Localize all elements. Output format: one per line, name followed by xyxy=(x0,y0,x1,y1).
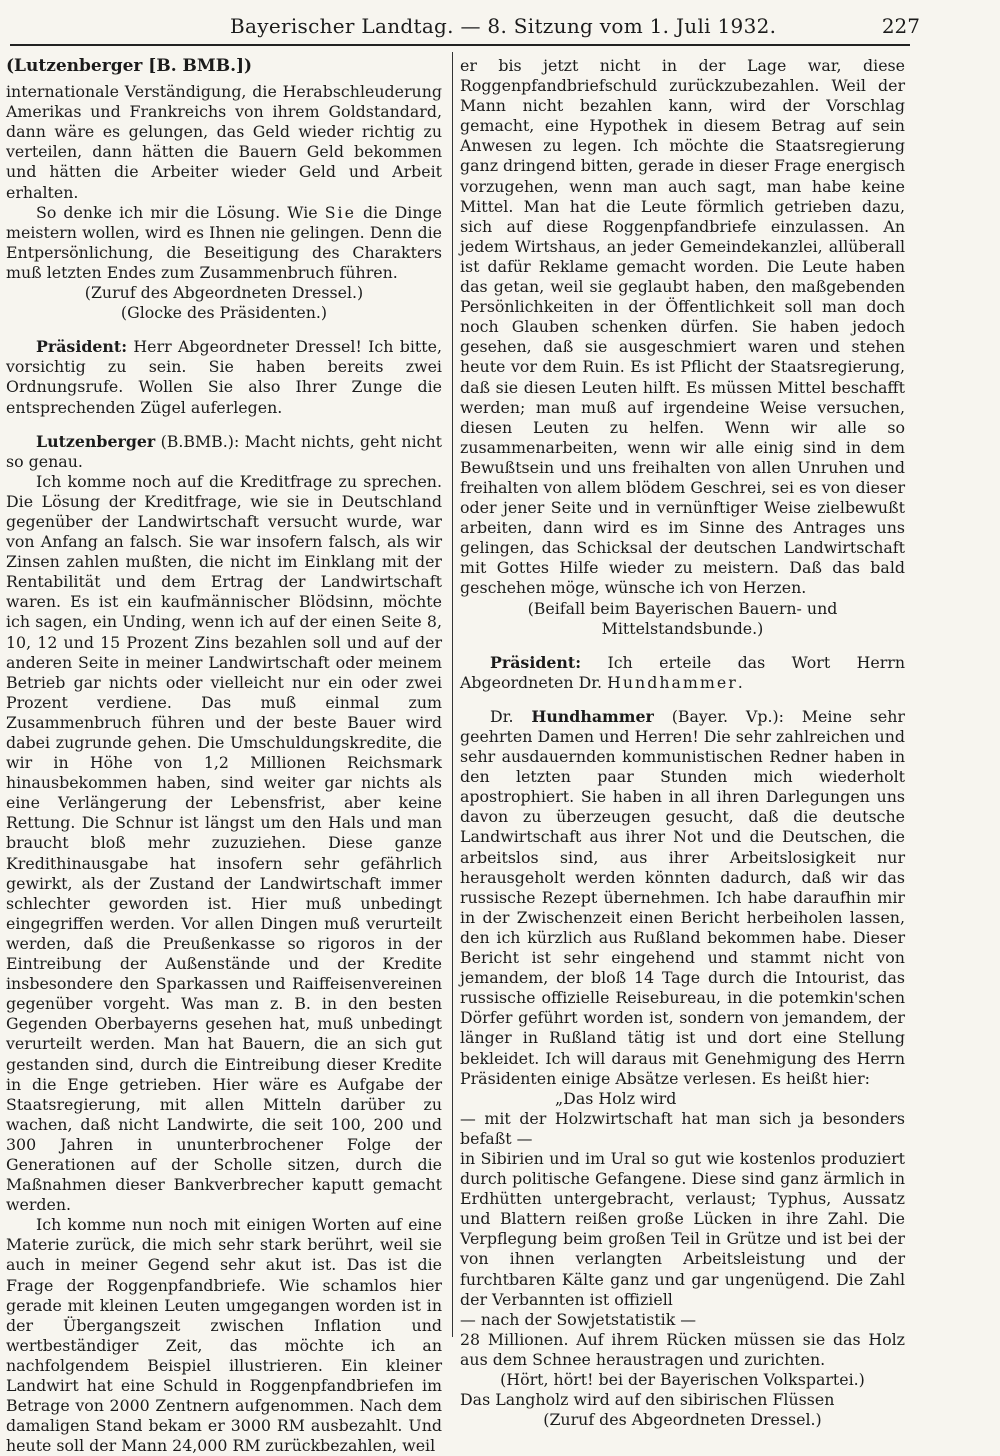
text-run: (B.BMB.): Macht nichts, geht nicht so genau. xyxy=(6,431,442,471)
interjection: (Zuruf des Abgeordneten Dressel.) xyxy=(84,283,364,303)
quote-text: Das Langholz wird auf den sibirischen Flüssen xyxy=(460,1390,835,1410)
text-run: die Dinge meistern wollen, wird es Ihnen nie gelingen. Denn die Entpersönlichung, die Beseitigung des Charakters muß letzten Endes zum Zusammenbruch führen. xyxy=(6,202,442,282)
interjection: (Glocke des Präsidenten.) xyxy=(120,303,328,323)
text-run: So denke ich mir die Lösung. Wie xyxy=(36,202,325,222)
paragraph: er bis jetzt nicht in der Lage war, diese Roggenpfandbriefschuld zurückzubezahlen. Weil der Mann nicht bezahlen kann, wird der Vorschlag gemacht, eine Hypothek in diesem Betrag auf sein Anwesen zu legen. Ich möchte die Staatsregierung ganz dringend bitten, gerade in dieser Frage energisch vorzugehen, wenn man auch sagt, man habe keine Mittel. Man hat die Leute förmlich getrieben dazu, sich auf diese Roggenpfandbriefe einzulassen. An jedem Wirtshaus, an jeder Gemeindekanzlei, allüberall ist dafür Reklame gemacht worden. Die Leute haben das getan, weil sie geglaubt haben, den maßgebenden Persönlichkeiten in der Öffentlichkeit soll man doch noch Glauben schenken dürfen. Sie haben jedoch gesehen, daß sie ausgeschmiert waren und stehen heute vor dem Ruin. Es ist Pflicht der Staatsregierung, daß sie diesen Leuten hilft. Es müssen Mittel beschafft werden; man muß auf irgendeine Weise versuchen, diesen Leuten zu helfen. Wenn wir alle so zusammenarbeiten, wenn wir alle einig sind in dem Bewußtsein und uns freihalten von allen Unruhen und freihalten von allem blödem Geschrei, sei es von dieser oder jener Seite und in vernünftiger Weise zielbewußt arbeiten, dann wird es im Sinne des Antrages uns gelingen, das Schicksal der deutschen Landwirtschaft mit Gottes Hilfe wieder zu meistern. Daß das bald geschehen möge, wünsche ich von Herzen. xyxy=(460,56,905,598)
interjection: (Hört, hört! bei der Bayerischen Volkspartei.) xyxy=(500,1370,865,1389)
emphasis-text: Hundhammer xyxy=(607,672,738,692)
speaker-name: Hundhammer xyxy=(531,706,654,726)
running-title: Bayerischer Landtag. — 8. Sitzung vom 1. Juli 1932. xyxy=(230,14,777,38)
paragraph: internationale Verständigung, die Herabschleuderung Amerikas und Frankreichs von ihrem Goldstandard, dann wäre es gelungen, das Geld wieder richtig zu verteilen, dann hätten die Bauern Geld bekommen und hätten die Arbeiter wieder Geld und Arbeit erhalten. xyxy=(6,82,442,202)
interjection: (Zuruf des Abgeordneten Dressel.) xyxy=(543,1410,822,1430)
text-run: Dr. xyxy=(490,706,532,726)
header-rule xyxy=(10,44,910,46)
speaker-name: (Lutzenberger xyxy=(6,56,143,76)
text-run: Herr Abgeordneter Dressel! Ich bitte, vorsichtig zu sein. Sie haben bereits zwei Ordnungsrufe. Wollen Sie also Ihrer Zunge die entsprechenden Zügel auferlegen. xyxy=(6,337,442,417)
paragraph xyxy=(460,653,905,693)
page-number: 227 xyxy=(881,14,920,38)
emphasis-text: Sie xyxy=(324,202,356,222)
text-run: (Bayer. Vp.): Meine sehr geehrten Damen und Herren! Die sehr zahlreichen und sehr ausdauernden kommunistischen Redner haben in den letzten paar Stunden mich wiederholt apostrophiert. Sie haben in all ihren Darlegungen uns davon zu überzeugen gesucht, daß die deutsche Landwirtschaft aus ihrer Not und die Deutschen, die arbeitslos sind, aus ihrer Arbeitslosigkeit nur herausgeholt werden könnten dadurch, daß wir das russische Rezept übernehmen. Ich habe daraufhin mir in der Zwischenzeit einen Bericht herbeiholen lassen, den ich kürzlich aus Rußland bekommen habe. Dieser Bericht ist sehr eingehend und stammt nicht von jemandem, der bloß 14 Tage durch die Intourist, das russische offizielle Reisebureau, in die potemkin'schen Dörfer geführt worden ist, sondern von jemandem, der länger in Rußland tätig ist und dort eine Stellung bekleidet. Ich will daraus mit Genehmigung des Herrn Präsidenten einige Absätze verlesen. Es heißt hier: xyxy=(460,706,905,1088)
text-run: Ich erteile das Wort Herrn Abgeordneten Dr. xyxy=(460,652,905,692)
speaker-party: [B. BMB.]) xyxy=(142,56,253,76)
quote-line: „Das Holz wird xyxy=(555,1088,677,1108)
quote-aside: — nach der Sowjetstatistik — xyxy=(460,1309,697,1329)
paragraph xyxy=(6,432,442,472)
page-header xyxy=(230,14,920,42)
quote-text: in Sibirien und im Ural so gut wie kostenlos produziert durch politische Gefangene. Diese sind ganz ärmlich in Erdhütten untergebracht, verlaust; Typhus, Aussatz und Blattern reißen große Lücken in ihre Zahl. Die Verpflegung beim großen Teil in Grütze und ist bei der von ihnen verlangten Arbeitsleistung und der furchtbaren Kälte ganz und gar ungenügend. Die Zahl der Verbannten ist offiziell xyxy=(460,1148,905,1309)
continued-speaker-heading xyxy=(6,56,442,76)
quote-aside: — mit der Holzwirtschaft hat man sich ja besonders befaßt — xyxy=(460,1108,905,1148)
interjection: (Beifall beim Bayerischen Bauern- und Mittelstandsbunde.) xyxy=(527,598,838,638)
speaker-name: Lutzenberger xyxy=(36,431,156,451)
paragraph: Ich komme noch auf die Kreditfrage zu sprechen. Die Lösung der Kreditfrage, wie sie in Deutschland gegenüber der Landwirtschaft versucht wurde, war von Anfang an falsch. Sie war insofern falsch, als wir Zinsen zahlen mußten, die nicht im Einklang mit der Rentabilität und dem Ertrag der Landwirtschaft waren. Es ist ein kaufmännischer Blödsinn, möchte ich sagen, ein Unding, wenn ich auf der einen Seite 8, 10, 12 und 15 Prozent Zins bezahlen soll und auf der anderen Seite in meiner Landwirtschaft oder meinem Betrieb gar nichts oder vielleicht nur ein oder zwei Prozent verdiene. Das muß einmal zum Zusammenbruch führen und der beste Bauer wird dabei zugrunde gehen. Die Umschuldungskredite, die wir in Höhe von 1,2 Millionen Reichsmark hinausbekommen haben, sind weiter gar nichts als eine Verlängerung der Lebensfrist, aber keine Rettung. Die Schnur ist längst um den Hals und man braucht bloß mehr zuzuziehen. Diese ganze Kredithinausgabe hat insofern sehr gefährlich gewirkt, als der Zustand der Landwirtschaft immer schlechter geworden ist. Hier muß unbedingt eingegriffen werden. Vor allen Dingen muß verurteilt werden, daß die Preußenkasse so rigoros in der Eintreibung der Außenstände und der Kredite insbesondere den Sparkassen und Raiffeisenvereinen gegenüber vorgeht. Was man z. B. in den besten Gegenden Oberbayerns gesehen hat, muß unbedingt verurteilt werden. Man hat Bauern, die an sich gut gestanden sind, durch die Eintreibung dieser Kredite in die Enge getrieben. Hier wäre es Aufgabe der Staatsregierung, mit allen Mitteln darüber zu wachen, daß nicht Landwirte, die seit 100, 200 und 300 Jahren in ununterbrochener Folge der Generationen auf der Scholle sitzen, durch die Maßnahmen dieser Bankverbrecher kaputt gemacht werden. xyxy=(6,471,442,1215)
left-column xyxy=(6,56,442,1456)
right-column xyxy=(460,56,905,1430)
column-divider xyxy=(452,52,453,1337)
paragraph xyxy=(6,203,442,283)
speaker-name: Präsident: xyxy=(36,337,128,357)
paragraph: Ich komme nun noch mit einigen Worten auf eine Materie zurück, die mich sehr stark berührt, weil sie auch in meiner Gegend sehr akut ist. Das ist die Frage der Roggenpfandbriefe. Wie schamlos hier gerade mit kleinen Leuten umgegangen worden ist in der Übergangszeit zwischen Inflation und wertbeständiger Zeit, das möchte ich an nachfolgendem Beispiel illustrieren. Ein kleiner Landwirt hat eine Schuld in Roggenpfandbriefen im Betrage von 2000 Zentnern aufgenommen. Nach dem damaligen Stand bekam er 3000 RM ausbezahlt. Und heute soll der Mann 24,000 RM zurückbezahlen, weil xyxy=(6,1215,442,1456)
paragraph xyxy=(6,337,442,417)
speaker-name: Präsident: xyxy=(490,652,582,672)
quote-text: 28 Millionen. Auf ihrem Rücken müssen sie das Holz aus dem Schnee heraustragen und zurichten. xyxy=(460,1329,905,1369)
paragraph xyxy=(460,707,905,1089)
text-run: . xyxy=(737,672,743,692)
